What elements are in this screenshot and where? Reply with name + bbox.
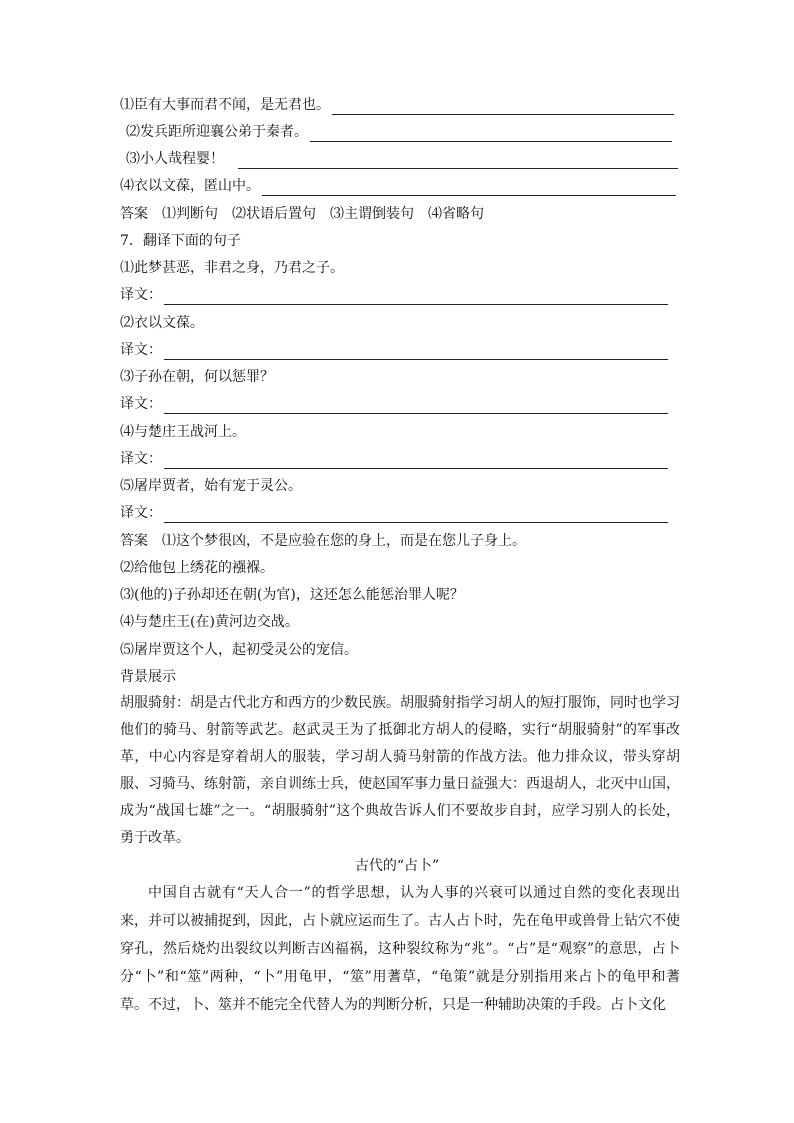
q7-translation-3	[120, 394, 668, 414]
answer-blank[interactable]	[310, 127, 672, 142]
q7-item-1: ⑴此梦甚恶，非君之身，乃君之子。	[120, 260, 344, 276]
q7-translation-1	[120, 285, 668, 305]
translation-blank[interactable]	[164, 290, 668, 305]
q7-item-5: ⑸屠岸贾者，始有宠于灵公。	[120, 478, 302, 494]
q7-translation-4	[120, 449, 668, 469]
q7-answer-1	[120, 531, 526, 551]
background-paragraph: 胡服骑射：胡是古代北方和西方的少数民族。胡服骑射指学习胡人的短打服饰，同时也学习他们的骑马、射箭等武艺。赵武灵王为了抵御北方胡人的侵略，实行“胡服骑射”的军事改革，中心内容是穿着胡人的服装，学习胡人骑马射箭的作战方法。他力排众议，带头穿胡服、习骑马、练射箭，亲自训练士兵，使赵国军事力量日益强大：西退胡人，北灭中山国，成为“战国七雄”之一。“胡服骑射”这个典故告诉人们不要故步自封，应学习别人的长处，勇于改革。	[120, 695, 680, 846]
q6-item-1-text: ⑴臣有大事而君不闻，是无君也。	[120, 97, 330, 113]
q6-item-4-text: ⑷衣以文葆，匿山中。	[120, 178, 260, 194]
q6-item-4	[120, 176, 676, 196]
translation-blank[interactable]	[164, 454, 668, 469]
answer-label: 答案	[120, 206, 148, 222]
translation-label: 译文：	[120, 396, 162, 412]
translation-blank[interactable]	[164, 508, 668, 523]
translation-label: 译文：	[120, 342, 162, 358]
q6-item-2	[126, 122, 672, 142]
translation-blank[interactable]	[164, 399, 668, 414]
answer-blank[interactable]	[238, 154, 678, 169]
answer-blank[interactable]	[262, 181, 676, 196]
answer-label: 答案	[120, 533, 148, 549]
background-heading: 背景展示	[120, 669, 176, 685]
translation-label: 译文：	[120, 287, 162, 303]
q7-item-4: ⑷与楚庄王战河上。	[120, 424, 246, 440]
q6-item-2-text: ⑵发兵距所迎襄公弟于秦者。	[126, 124, 308, 140]
translation-label: 译文：	[120, 451, 162, 467]
q7-translation-2	[120, 340, 668, 360]
q6-answer	[120, 204, 484, 224]
q7-answer-3: ⑶(他的)子孙却还在朝(为官)，这还怎么能惩治罪人呢？	[120, 587, 464, 603]
answer-blank[interactable]	[332, 100, 674, 115]
translation-blank[interactable]	[164, 345, 668, 360]
q7-answer-2: ⑵给他包上绣花的襁褓。	[120, 560, 274, 576]
translation-label: 译文：	[120, 505, 162, 521]
q7-answer-4: ⑷与楚庄王(在)黄河边交战。	[120, 614, 299, 630]
q7-heading: 7．翻译下面的句子	[120, 233, 241, 249]
article-title: 古代的“占卜”	[354, 858, 440, 874]
q6-item-3-text: ⑶小人哉程婴！	[126, 151, 224, 167]
q6-answer-text: ⑴判断句 ⑵状语后置句 ⑶主谓倒装句 ⑷省略句	[162, 206, 484, 222]
q7-answer-5: ⑸屠岸贾这个人，起初受灵公的宠信。	[120, 642, 358, 658]
q6-item-1	[120, 95, 674, 115]
q7-item-3: ⑶子孙在朝，何以惩罪？	[120, 369, 274, 385]
q7-answer-1-text: ⑴这个梦很凶，不是应验在您的身上，而是在您儿子身上。	[162, 533, 526, 549]
article-paragraph: 中国自古就有“天人合一”的哲学思想，认为人事的兴衰可以通过自然的变化表现出来，并可以被捕捉到，因此，占卜就应运而生了。古人占卜时，先在龟甲或兽骨上钻穴不使穿孔，然后烧灼出裂纹以判断吉凶福祸，这种裂纹称为“兆”。“占”是“观察”的意思，占卜分“卜”和“筮”两种，“卜”用龟甲，“筮”用蓍草，“龟策”就是分别指用来占卜的龟甲和蓍草。不过，卜、筮并不能完全代替人为的判断分析，只是一种辅助决策的手段。占卜文化	[120, 885, 680, 1013]
q6-item-3	[126, 149, 678, 169]
q7-translation-5	[120, 503, 668, 523]
q7-item-2: ⑵衣以文葆。	[120, 315, 204, 331]
